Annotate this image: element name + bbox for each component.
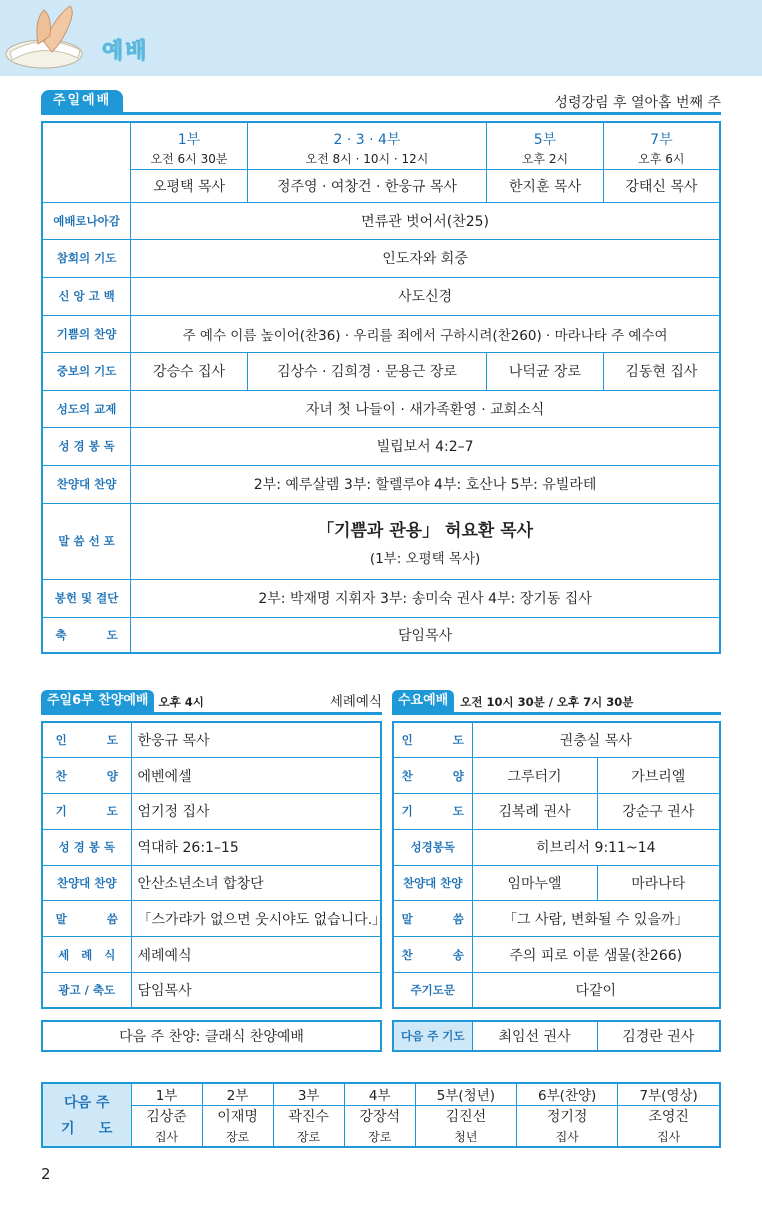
service-pastor: 한지훈 목사 [487,169,604,202]
service-pastor: 강태신 목사 [603,169,720,202]
row-value: 2부: 예루살렘 3부: 할렐루야 4부: 호산나 5부: 유빌라테 [131,465,720,503]
row-value: 자녀 첫 나들이 · 새가족환영 · 교회소식 [131,390,720,427]
row-label: 주기도문 [393,973,472,1009]
service-time: 오후 2시 [487,149,604,169]
row-value: 면류관 벗어서(찬25) [131,202,720,239]
prayer-name: 김상준 [131,1105,202,1127]
prayer-part: 6부(찬양) [517,1083,618,1105]
prayer-part: 3부 [273,1083,344,1105]
row-label: 기 도 [42,794,131,830]
row-label: 찬 양 [393,758,472,794]
sixth-section [41,690,387,1052]
prayer-role: 장로 [202,1127,273,1147]
row-value: 히브리서 9:11~14 [472,829,720,865]
next-week-praise: 다음 주 찬양: 클래식 찬양예배 [41,1020,382,1052]
prayer-role: 집사 [618,1127,720,1147]
prayer-role: 집사 [131,1127,202,1147]
sunday-subtitle: 성령강림 후 열아홉 번째 주 [554,95,721,111]
next-week-prayer-section [41,1082,721,1148]
next-prayer-table [41,1082,721,1148]
sixth-tab: 주일6부 찬양예배 [41,690,154,712]
row-label: 찬양대 찬양 [393,865,472,901]
row-label: 찬양대 찬양 [42,465,131,503]
next-prayer-heading-1: 다음 주 [64,1095,110,1111]
service-time: 오전 6시 30분 [131,149,248,169]
prayer-part: 2부 [202,1083,273,1105]
row-label: 말 씀 [393,901,472,937]
row-label: 기 도 [393,794,472,830]
row-label: 예배로나아감 [42,202,131,239]
sunday-section [41,90,721,654]
next-prayer-heading-2: 기 도 [61,1121,113,1137]
service-part: 7부 [603,122,720,149]
page-number: 2 [41,1165,51,1183]
row-label: 인 도 [393,722,472,758]
row-value: 인도자와 회중 [131,239,720,277]
row-label: 봉헌 및 결단 [42,579,131,617]
next-prayer-heading [42,1083,131,1147]
row-label: 말 씀 [42,901,131,937]
sixth-note: 세례예식 [329,694,382,710]
next-prayer-cell: 김경란 권사 [597,1021,720,1051]
service-time: 오후 6시 [603,149,720,169]
sunday-tab: 주일예배 [41,90,123,112]
prayer-role: 장로 [273,1127,344,1147]
row-value: 사도신경 [131,277,720,315]
sermon-sub: (1부: 오평택 목사) [369,550,481,567]
praying-hands-bible-icon [4,2,94,74]
prayer-part: 7부(영상) [618,1083,720,1105]
prayer-part: 4부 [344,1083,415,1105]
prayer-name: 강장석 [344,1105,415,1127]
row-label: 광고 / 축도 [42,973,131,1009]
row-value: 에벤에셀 [131,758,381,794]
row-value: 역대하 26:1–15 [131,829,381,865]
row-cell: 그루터기 [472,758,597,794]
row-value: 주의 피로 이룬 샘물(찬266) [472,937,720,973]
row-value: 엄기정 집사 [131,794,381,830]
next-prayer-label: 다음 주 기도 [393,1021,472,1051]
prayer-name: 곽진수 [273,1105,344,1127]
prayer-role: 장로 [344,1127,415,1147]
service-time: 오전 8시 · 10시 · 12시 [247,149,486,169]
sixth-table [41,721,387,1009]
row-label: 성도의 교제 [42,390,131,427]
sixth-time: 오후 4시 [158,695,204,709]
row-value: 「그 사람, 변화될 수 있을까」 [472,901,720,937]
row-label: 찬 양 [42,758,131,794]
row-value: 담임목사 [131,617,720,653]
row-label: 세 례 식 [42,937,131,973]
wednesday-tab: 수요예배 [392,690,454,712]
row-cell: 임마누엘 [472,865,597,901]
row-label: 인 도 [42,722,131,758]
row-cell: 강순구 권사 [597,794,720,830]
row-label: 찬 송 [393,937,472,973]
next-prayer-cell: 최임선 권사 [472,1021,597,1051]
prayer-role: 청년 [415,1127,516,1147]
row-label: 성 경 봉 독 [42,829,131,865]
row-label: 성 경 봉 독 [42,427,131,465]
wednesday-section [392,690,721,1052]
prayer-cell: 김동현 집사 [603,352,720,390]
page-title: 예배 [102,39,149,64]
row-label: 신 앙 고 백 [42,277,131,315]
row-label: 중보의 기도 [42,352,131,390]
row-value: 주 예수 이름 높이어(찬36) · 우리를 죄에서 구하시려(찬260) · 마라나타 주 예수여 [131,315,720,352]
row-value: 세례예식 [131,937,381,973]
prayer-name: 이재명 [202,1105,273,1127]
prayer-role: 집사 [517,1127,618,1147]
prayer-name: 정기정 [517,1105,618,1127]
wednesday-table [392,721,721,1009]
row-label: 말 씀 선 포 [42,503,131,579]
row-label: 참회의 기도 [42,239,131,277]
row-value: 안산소년소녀 합창단 [131,865,381,901]
service-pastor: 오평택 목사 [131,169,248,202]
row-cell: 마라나타 [597,865,720,901]
row-label: 축 도 [42,617,131,653]
service-part: 5부 [487,122,604,149]
row-cell: 김복례 권사 [472,794,597,830]
prayer-part: 1부 [131,1083,202,1105]
row-value: 담임목사 [131,973,381,1009]
row-value: 한웅규 목사 [131,722,381,758]
row-value: 다같이 [472,973,720,1009]
wednesday-time: 오전 10시 30분 / 오후 7시 30분 [460,695,634,709]
row-value: 권충실 목사 [472,722,720,758]
row-value: 2부: 박재명 지휘자 3부: 송미숙 권사 4부: 장기동 집사 [131,579,720,617]
sermon-title: 「기쁨과 관용」 허요환 목사 [317,520,534,541]
prayer-cell: 김상수 · 김희경 · 문용근 장로 [247,352,486,390]
row-value: 빌립보서 4:2–7 [131,427,720,465]
row-label: 찬양대 찬양 [42,865,131,901]
row-cell: 가브리엘 [597,758,720,794]
sunday-table [41,121,721,654]
prayer-part: 5부(청년) [415,1083,516,1105]
row-label: 기쁨의 찬양 [42,315,131,352]
service-part: 2 · 3 · 4부 [247,122,486,149]
service-pastor: 정주영 · 여창건 · 한웅규 목사 [247,169,486,202]
wednesday-next-prayer [392,1020,721,1052]
row-value: 「스가랴가 없으면 웃시야도 없습니다.」 [131,901,381,937]
prayer-cell: 강승수 집사 [131,352,248,390]
prayer-name: 김진선 [415,1105,516,1127]
header-banner [0,0,762,76]
row-label: 성경봉독 [393,829,472,865]
prayer-name: 조영진 [618,1105,720,1127]
service-part: 1부 [131,122,248,149]
prayer-cell: 나덕균 장로 [487,352,604,390]
